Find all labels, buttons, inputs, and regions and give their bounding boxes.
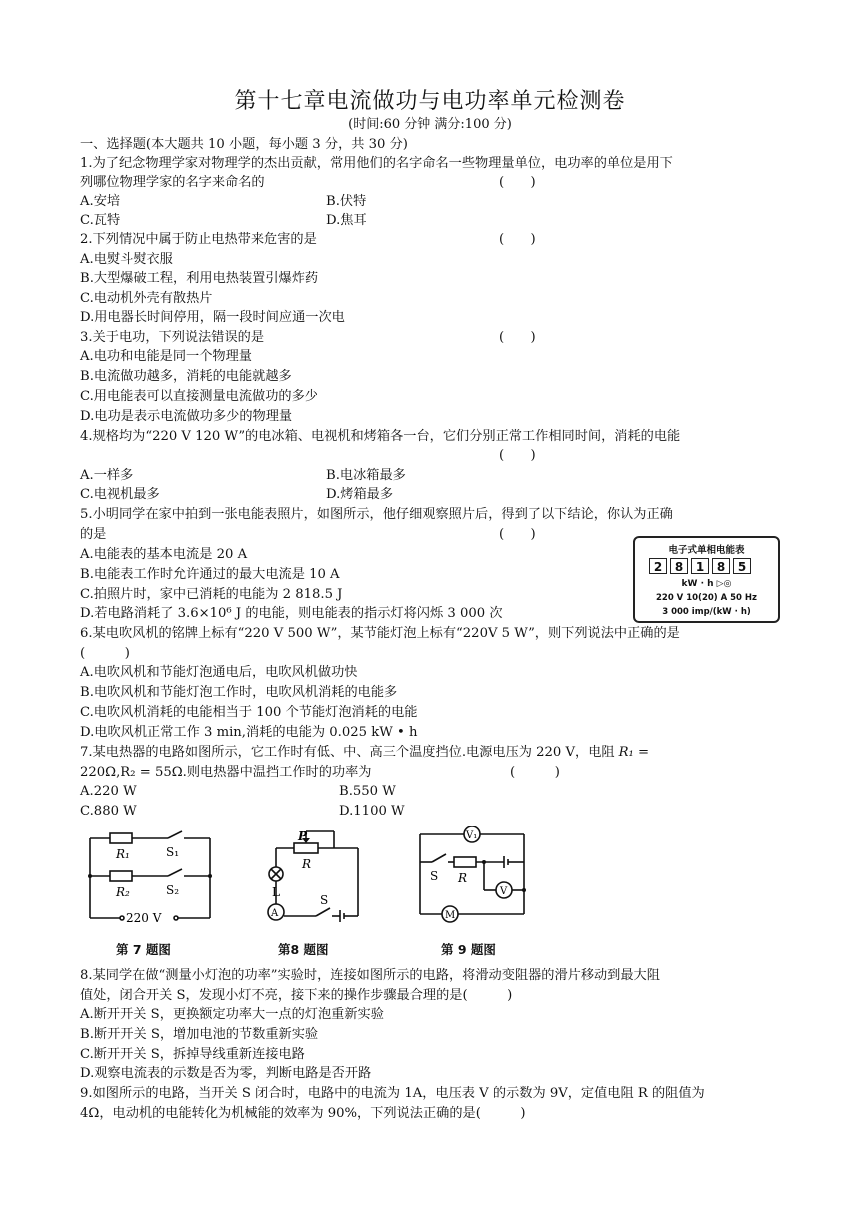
meter-digit: 1 [691,558,709,574]
q8-stem-line1: 8.某同学在做“测量小灯泡的功率”实验时，连接如图所示的电路，将滑动变阻器的滑片移动到最大阻 [80,968,660,983]
fig7-source-label: 220 V [126,911,162,925]
q6-stem: 6.某电吹风机的铭牌上标有“220 V 500 W”，某节能灯泡上标有“220V 5 W”，则下列说法中正确的是 [80,626,680,641]
fig9-switch-label: S [430,869,439,883]
section-heading: 一、选择题(本大题共 10 小题，每小题 3 分，共 30 分) [80,137,408,152]
fig8-ammeter-label: A [271,908,279,919]
fig7-s1-label: S₁ [166,845,180,859]
q8-stem-line2: 值处，闭合开关 S，发现小灯不亮，接下来的操作步骤最合理的是( ) [80,988,513,1003]
q8-option-d: D.观察电流表的示数是否为零，判断电路是否开路 [80,1066,372,1081]
q2-option-a: A.电熨斗熨衣服 [80,252,173,267]
q7-stem-text: 7.某电热器的电路如图所示，它工作时有低、中、高三个温度挡位.电源电压为 220 V，电阻 [80,745,615,760]
circuit-figure-9 [412,826,532,932]
q2-stem: 2.下列情况中属于防止电热带来危害的是 [80,232,317,247]
meter-spec: 220 V 10(20) A 50 Hz [655,593,757,603]
q2-option-c: C.电动机外壳有散热片 [80,291,213,306]
meter-unit: kW · h ▷◎ [681,579,732,589]
fig7-caption: 第 7 题图 [116,942,171,957]
q7-option-c: C.880 W [80,804,137,819]
q7-stem-line2: 220Ω,R₂ = 55Ω.则电热器中温挡工作时的功率为 [80,765,372,780]
fig9-r-label: R [458,871,468,885]
fig9-v-label: V [500,886,508,897]
q5-stem-line2: 的是 [80,527,107,542]
q3-option-b: B.电流做功越多，消耗的电能就越多 [80,369,292,384]
q2-option-b: B.大型爆破工程，利用电热装置引爆炸药 [80,271,319,286]
q1-answer-blank: ( ) [499,175,536,190]
meter-digits [649,558,754,574]
q8-option-b: B.断开开关 S，增加电池的节数重新实验 [80,1027,319,1042]
meter-digit: 5 [733,558,751,574]
fig7-r1-label: R₁ [116,847,130,861]
q3-answer-blank: ( ) [499,330,536,345]
q6-answer-blank: ( ) [80,646,130,661]
q3-option-c: C.用电能表可以直接测量电流做功的多少 [80,389,318,404]
fig8-l-label: L [272,885,280,899]
fig9-motor-label: M [445,910,456,921]
meter-digit: 2 [649,558,667,574]
q1-option-b: B.伏特 [326,194,367,209]
q6-option-c: C.电吹风机消耗的电能相当于 100 个节能灯泡消耗的电能 [80,705,418,720]
q3-option-d: D.电功是表示电流做功多少的物理量 [80,409,293,424]
q7-option-b: B.550 W [339,784,396,799]
q3-option-a: A.电功和电能是同一个物理量 [80,349,252,364]
q7-option-a: A.220 W [80,784,137,799]
page-title: 第十七章电流做功与电功率单元检测卷 [234,89,626,114]
fig8-switch-label: S [320,893,329,907]
q2-answer-blank: ( ) [499,232,536,247]
q1-option-d: D.焦耳 [326,213,367,228]
q4-answer-blank: ( ) [499,448,536,463]
meter-digit: 8 [712,558,730,574]
q5-option-a: A.电能表的基本电流是 20 A [80,547,248,562]
q4-option-d: D.烤箱最多 [326,487,394,502]
circuit-figure-7 [80,828,220,932]
q6-option-d: D.电吹风机正常工作 3 min,消耗的电能为 0.025 kW • h [80,725,418,740]
q2-option-d: D.用电器长时间停用，隔一段时间应通一次电 [80,310,345,325]
fig8-p-label: P [298,829,308,843]
q1-stem-line1: 1.为了纪念物理学家对物理学的杰出贡献，常用他们的名字命名一些物理量单位，电功率的单位是用下 [80,156,673,171]
q4-option-b: B.电冰箱最多 [326,468,406,483]
q3-stem: 3.关于电功，下列说法错误的是 [80,330,265,345]
q1-stem-line2: 列哪位物理学家的名字来命名的 [80,175,265,190]
fig8-r-label: R [302,857,312,871]
q7-option-d: D.1100 W [339,804,405,819]
page-subtitle: (时间:60 分钟 满分:100 分) [348,117,512,132]
q5-stem-line1: 5.小明同学在家中拍到一张电能表照片，如图所示，他仔细观察照片后，得到了以下结论，你认为正确 [80,507,673,522]
q9-stem-line2: 4Ω，电动机的电能转化为机械能的效率为 90%，下列说法正确的是( ) [80,1106,526,1121]
q7-r1-symbol: R₁ = [618,745,650,760]
q4-option-a: A.一样多 [80,468,134,483]
q4-stem: 4.规格均为“220 V 120 W”的电冰箱、电视机和烤箱各一台，它们分别正常工作相同时间，消耗的电能 [80,429,681,444]
energy-meter-figure [633,536,780,623]
q6-option-a: A.电吹风机和节能灯泡通电后，电吹风机做功快 [80,665,358,680]
q5-answer-blank: ( ) [499,527,536,542]
fig9-v1-label: V₁ [466,830,478,841]
q6-option-b: B.电吹风机和节能灯泡工作时，电吹风机消耗的电能多 [80,685,398,700]
meter-digit: 8 [670,558,688,574]
q1-option-a: A.安培 [80,194,121,209]
q8-option-a: A.断开开关 S，更换额定功率大一点的灯泡重新实验 [80,1007,384,1022]
q5-option-d: D.若电路消耗了 3.6×10⁶ J 的电能，则电能表的指示灯将闪烁 3 000 次 [80,606,503,621]
q5-option-c: C.拍照片时，家中已消耗的电能为 2 818.5 J [80,587,343,602]
q9-stem-line1: 9.如图所示的电路，当开关 S 闭合时，电路中的电流为 1A，电压表 V 的示数为 9V，定值电阻 R 的阻值为 [80,1086,705,1101]
circuit-figure-8 [254,828,374,932]
q7-answer-blank: ( ) [510,765,560,780]
fig7-s2-label: S₂ [166,883,180,897]
fig9-caption: 第 9 题图 [441,942,496,957]
fig7-r2-label: R₂ [116,885,130,899]
q4-option-c: C.电视机最多 [80,487,160,502]
q7-stem-line1 [80,743,649,763]
q8-option-c: C.断开开关 S，拆掉导线重新连接电路 [80,1047,305,1062]
meter-title: 电子式单相电能表 [668,545,745,556]
q1-option-c: C.瓦特 [80,213,121,228]
q5-option-b: B.电能表工作时允许通过的最大电流是 10 A [80,567,340,582]
meter-imp: 3 000 imp/(kW · h) [662,607,751,617]
fig8-caption: 第8 题图 [278,942,329,957]
